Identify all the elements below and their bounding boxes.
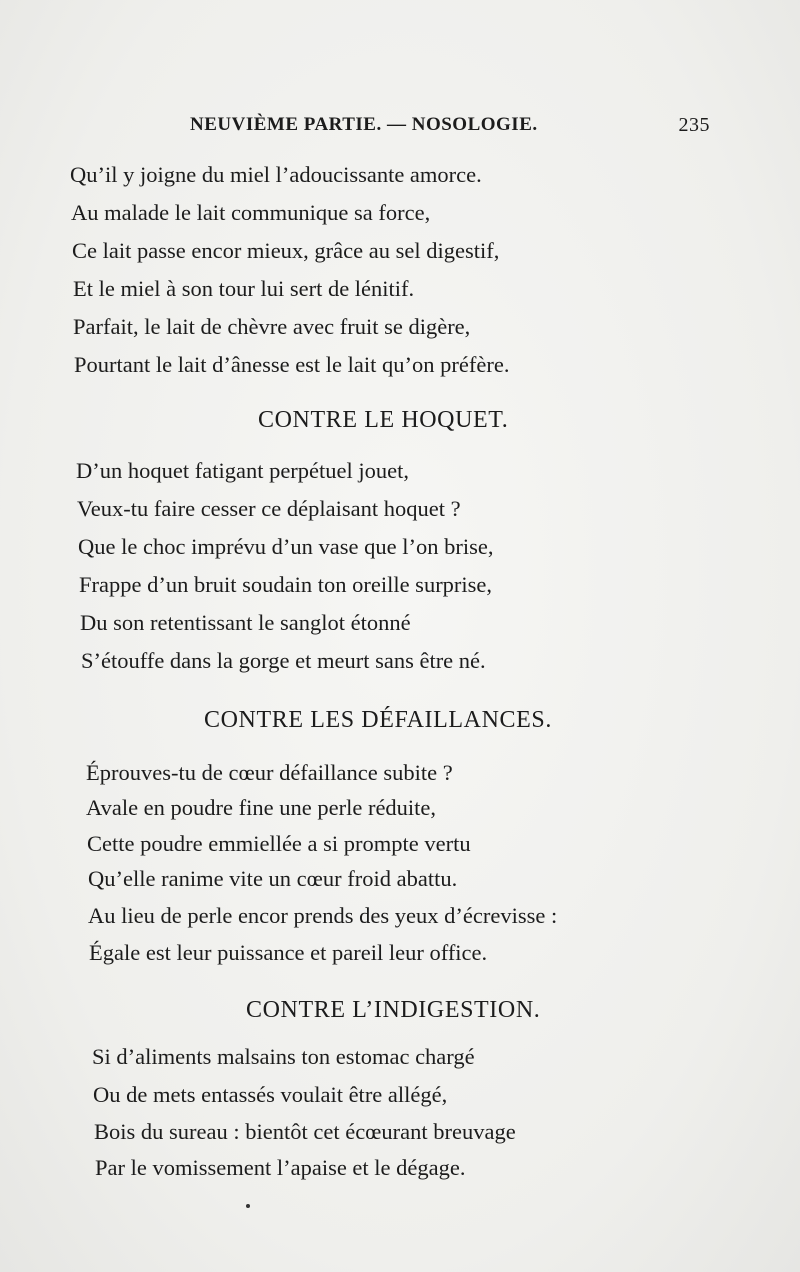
verse-line: Et le miel à son tour lui sert de lénitif. <box>73 276 415 301</box>
verse-line: Au malade le lait communique sa force, <box>71 200 431 225</box>
running-title: NEUVIÈME PARTIE. — NOSOLOGIE. <box>190 114 538 135</box>
verse-line: Égale est leur puissance et pareil leur office. <box>89 940 488 965</box>
verse-line: Qu’elle ranime vite un cœur froid abattu. <box>88 866 458 891</box>
verse-line: Veux-tu faire cesser ce déplaisant hoquet ? <box>77 496 461 521</box>
section-heading-defaillances: CONTRE LES DÉFAILLANCES. <box>204 707 552 733</box>
verse-line: Parfait, le lait de chèvre avec fruit se digère, <box>73 314 471 339</box>
section-heading-hoquet: CONTRE LE HOQUET. <box>258 407 509 433</box>
verse-line: D’un hoquet fatigant perpétuel jouet, <box>76 458 410 483</box>
verse-line: Pourtant le lait d’ânesse est le lait qu’on préfère. <box>74 352 510 377</box>
verse-line: S’étouffe dans la gorge et meurt sans être né. <box>81 648 486 673</box>
verse-line: Du son retentissant le sanglot étonné <box>80 610 411 635</box>
verse-line: Qu’il y joigne du miel l’adoucissante amorce. <box>70 162 482 187</box>
verse-line: Que le choc imprévu d’un vase que l’on brise, <box>78 534 494 559</box>
verse-line: Ce lait passe encor mieux, grâce au sel digestif, <box>72 238 500 263</box>
verse-line: Avale en poudre fine une perle réduite, <box>86 795 437 820</box>
verse-line: Au lieu de perle encor prends des yeux d’écrevisse : <box>88 903 558 928</box>
section-heading-indigestion: CONTRE L’INDIGESTION. <box>246 997 541 1023</box>
verse-line: Par le vomissement l’apaise et le dégage. <box>95 1155 466 1180</box>
page-number: 235 <box>678 114 710 136</box>
verse-line: Frappe d’un bruit soudain ton oreille surprise, <box>79 572 493 597</box>
verse-line: Ou de mets entassés voulait être allégé, <box>93 1082 448 1107</box>
verse-line: Si d’aliments malsains ton estomac chargé <box>92 1044 475 1069</box>
verse-line: Bois du sureau : bientôt cet écœurant breuvage <box>94 1119 516 1144</box>
verse-line: Cette poudre emmiellée a si prompte vertu <box>87 831 471 856</box>
ink-mark <box>246 1204 250 1208</box>
verse-line: Éprouves-tu de cœur défaillance subite ? <box>86 760 453 785</box>
